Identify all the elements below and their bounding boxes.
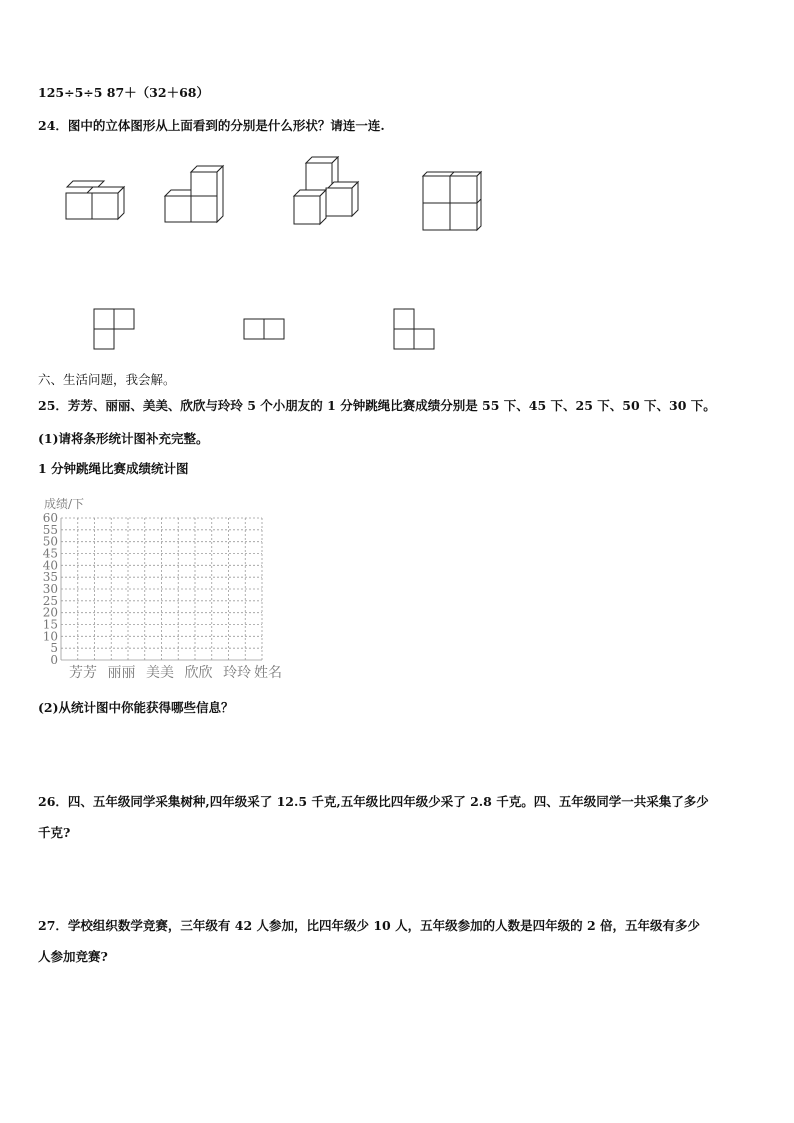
solid-figure-3 xyxy=(290,156,362,228)
y-tick-label: 50 xyxy=(42,534,58,549)
question-27-line-2: 人参加竞赛? xyxy=(38,949,108,964)
section-6-heading: 六、生活问题，我会解。 xyxy=(38,372,176,387)
question-27-line-1: 27．学校组织数学竞赛，三年级有 42 人参加，比四年级少 10 人，五年级参加的人数是四年级的 2 倍，五年级有多少 xyxy=(38,918,700,933)
y-tick-label: 55 xyxy=(42,522,58,537)
top-view-shape-2 xyxy=(243,318,287,342)
y-tick-label: 10 xyxy=(42,629,58,644)
question-25: 25．芳芳、丽丽、美美、欣欣与玲玲 5 个小朋友的 1 分钟跳绳比赛成绩分别是 55 下、45 下、25 下、50 下、30 下。 xyxy=(38,398,716,413)
category-label: 欣欣 xyxy=(184,665,213,681)
question-24: 24．图中的立体图形从上面看到的分别是什么形状？请连一连. xyxy=(38,118,385,133)
solid-figure-2 xyxy=(163,160,229,226)
question-26-line-2: 千克? xyxy=(38,825,71,840)
category-labels xyxy=(69,664,251,681)
category-label: 玲玲 xyxy=(223,665,252,681)
question-25-part-2: (2)从统计图中你能获得哪些信息？ xyxy=(38,700,234,715)
y-tick-label: 0 xyxy=(50,653,58,667)
chart-grid xyxy=(61,518,262,660)
question-26-line-1: 26．四、五年级同学采集树种,四年级采了 12.5 千克,五年级比四年级少采了 2.8 千克。四、五年级同学一共采集了多少 xyxy=(38,794,709,809)
category-label: 丽丽 xyxy=(107,665,136,681)
y-axis-label: 成绩/下 xyxy=(44,497,85,511)
y-tick-label: 45 xyxy=(42,546,58,561)
y-tick-label: 30 xyxy=(42,582,58,596)
top-view-shape-1 xyxy=(93,308,137,352)
chart-title: 1 分钟跳绳比赛成绩统计图 xyxy=(38,461,189,476)
arithmetic-expressions: 125÷5÷5 87＋（32＋68） xyxy=(38,85,209,100)
y-tick-label: 60 xyxy=(42,511,58,525)
y-tick-label: 15 xyxy=(42,617,58,632)
top-view-shape-3 xyxy=(393,308,437,352)
solid-figure-1 xyxy=(62,176,132,224)
y-tick-label: 20 xyxy=(42,605,58,620)
y-tick-label: 40 xyxy=(42,558,58,573)
y-tick-label: 25 xyxy=(42,593,58,608)
y-tick-labels xyxy=(43,511,58,667)
solid-figure-4 xyxy=(420,170,484,232)
bar-chart xyxy=(34,490,294,685)
category-label: 芳芳 xyxy=(69,665,97,681)
category-label: 美美 xyxy=(146,665,175,681)
y-tick-label: 35 xyxy=(42,570,58,585)
x-axis-label: 姓名 xyxy=(254,665,282,681)
question-25-part-1: (1)请将条形统计图补充完整。 xyxy=(38,431,209,446)
y-tick-label: 5 xyxy=(50,641,58,656)
